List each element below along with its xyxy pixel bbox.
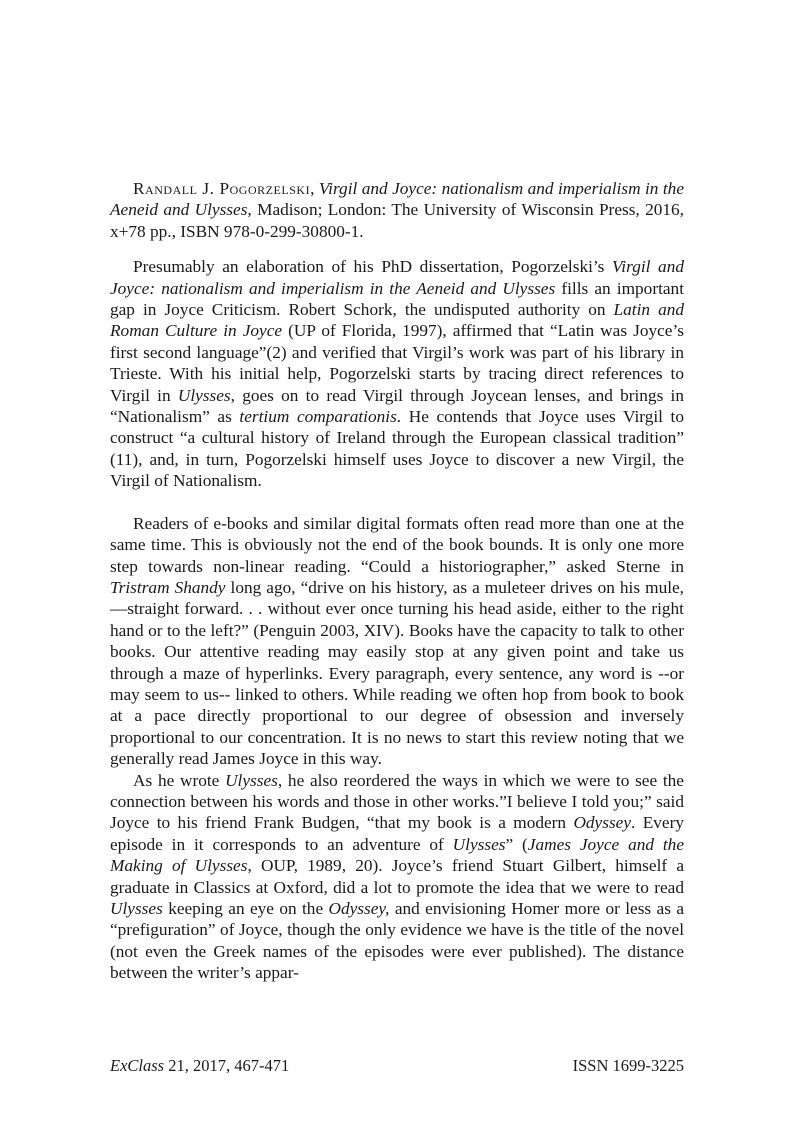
text-segment: Tristram Shandy xyxy=(110,577,226,597)
text-segment: , xyxy=(310,179,319,198)
page-footer xyxy=(110,1056,684,1076)
text-segment: ” ( xyxy=(505,834,528,854)
text-segment: 21, 2017, 467-471 xyxy=(164,1056,290,1075)
text-segment: Readers of e-books and similar digital formats often read more than one at the same time. This is obviously not the end of the book bounds. It is only one more step towards non-linear reading. “Could a historiographer,” asked Sterne in xyxy=(110,513,684,576)
text-segment: Ulysses xyxy=(452,834,506,854)
text-segment: tertium comparationis xyxy=(239,407,397,427)
text-segment: , he also reordered the ways in which we were to see the connection between his words and those in other works.”I believe I told you;” said Joyce to his friend Frank Budgen, “that my book is a modern xyxy=(110,770,684,833)
text-segment: Ulysses xyxy=(225,770,278,790)
text-segment: Virgil and Joyce: nationalism and imperialism in the Aeneid and Ulysses xyxy=(110,179,684,220)
body-paragraph xyxy=(110,256,684,491)
text-segment: Ulysses xyxy=(177,385,231,405)
text-segment: , OUP, 1989, 20). Joyce’s friend Stuart Gilbert, himself a graduate in Classics at Oxford, did a lot to promote the idea that we were to read xyxy=(110,856,684,897)
body-paragraph xyxy=(110,770,684,984)
text-segment: . He contends that Joyce uses Virgil to construct “a cultural history of Ireland through the European classical tradition” (11), and, in turn, Pogorzelski himself uses Joyce to discover a new Virgil, the Virgil of Nationalism. xyxy=(110,407,684,491)
text-segment: , goes on to read Virgil through Joycean lenses, and brings in “Nationalism” as xyxy=(110,385,684,427)
text-segment: long ago, “drive on his history, as a muleteer drives on his mule,—straight forward. . . without ever once turning his head aside, either to the right hand or to the left?” (Penguin 2003, XIV). Books have the capacity to talk to other books. Our attentive reading may easily stop at any given point and take us through a maze of hyperlinks. Every paragraph, every sentence, any word is --or may seem to us-- linked to others. While reading we often hop from book to book at a pace directly proportional to our degree of obsession and inversely proportional to our concentration. It is no news to start this review noting that we generally read James Joyce in this way. xyxy=(110,577,685,769)
text-segment: As he wrote xyxy=(133,770,226,790)
text-segment: ExClass xyxy=(110,1056,165,1075)
citation-heading xyxy=(110,178,684,242)
journal-reference xyxy=(110,1056,289,1076)
body-paragraph xyxy=(110,513,684,770)
text-segment: keeping an eye on the xyxy=(162,899,329,918)
text-block xyxy=(110,178,684,984)
text-segment: James Joyce and the Making of Ulysses xyxy=(110,834,684,876)
text-segment: Ulysses xyxy=(110,899,163,918)
text-segment: Virgil and Joyce: nationalism and imperialism in the Aeneid and Ulysses xyxy=(110,257,684,298)
text-segment: . Every episode in it corresponds to an adventure of xyxy=(110,813,684,854)
issn: ISSN 1699-3225 xyxy=(572,1056,684,1075)
text-segment: (UP of Florida, 1997), affirmed that “Latin was Joyce’s first second language”(2) and verified that Virgil’s work was part of his library in Trieste. With his initial help, Pogorzelski starts by tracing direct references to Virgil in xyxy=(110,321,684,405)
text-segment: fills an important gap in Joyce Criticism. Robert Schork, the undisputed authority on xyxy=(110,278,684,320)
text-segment: Odyssey, xyxy=(328,899,390,918)
text-segment: and envisioning Homer more or less as a “prefiguration” of Joyce, though the only evidence we have is the title of the novel (not even the Greek names of the episodes were ever published). The distance between the writer’s appar- xyxy=(110,899,684,983)
text-segment: Latin and Roman Culture in Joyce xyxy=(110,300,684,341)
text-segment: Odyssey xyxy=(573,813,632,833)
text-segment: Randall J. Pogorzelski xyxy=(133,179,311,198)
text-segment: , Madison; London: The University of Wisconsin Press, 2016, x+78 pp., ISBN 978-0-299-30800-1. xyxy=(110,200,684,241)
text-segment: Presumably an elaboration of his PhD dissertation, Pogorzelski’s xyxy=(133,257,613,277)
